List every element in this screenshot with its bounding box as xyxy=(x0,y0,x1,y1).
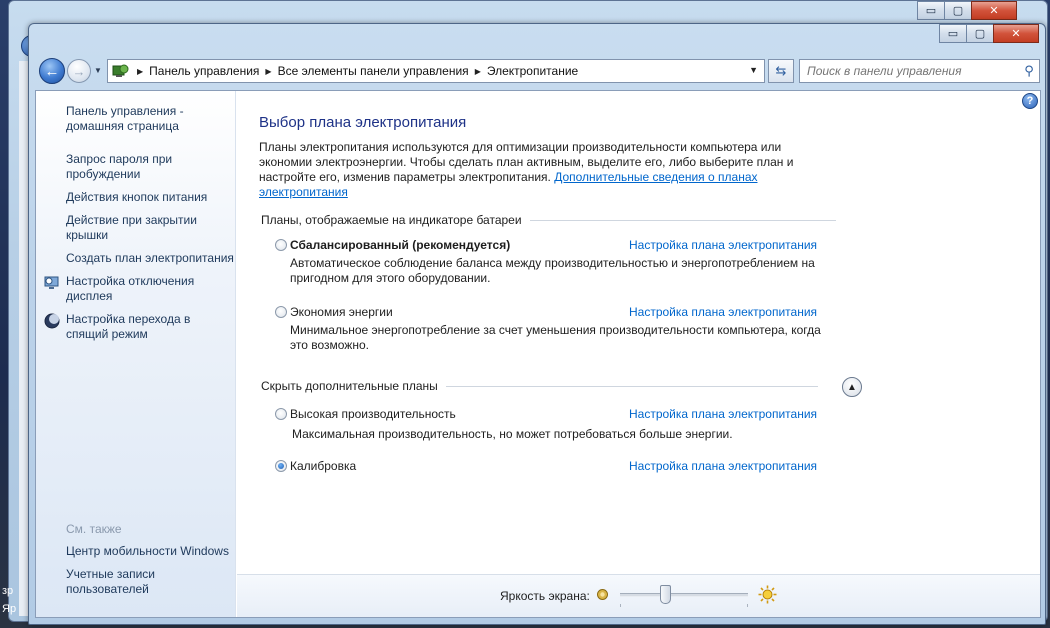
taskbar-text: зр xyxy=(2,585,14,597)
plan-balanced-description: Автоматическое соблюдение баланса между производительностью и энергопотреблением на пригодном для этого оборудовании. xyxy=(290,256,815,285)
close-button[interactable]: ✕ xyxy=(993,24,1039,43)
plan-balanced-settings-link[interactable]: Настройка плана электропитания xyxy=(629,238,818,252)
plan-balanced-name[interactable]: Сбалансированный (рекомендуется) xyxy=(290,238,511,252)
dim-sun-icon xyxy=(596,588,609,601)
history-dropdown-icon[interactable]: ▼ xyxy=(94,66,102,75)
sidebar-link-display-off[interactable]: Настройка отключения дисплея xyxy=(66,274,195,303)
section-hidden-plans xyxy=(261,379,818,393)
plan-high-performance-radio[interactable] xyxy=(275,408,287,420)
brightness-slider-ticks xyxy=(620,604,748,607)
intro-more-info-link[interactable]: Дополнительные сведения о планах электропитания xyxy=(259,170,758,199)
close-icon[interactable]: ✕ xyxy=(971,1,1017,20)
plan-high-performance-settings-link[interactable]: Настройка плана электропитания xyxy=(629,407,818,421)
content-area xyxy=(35,90,1041,618)
plan-balanced-radio[interactable] xyxy=(275,239,287,251)
section-battery-label: Планы, отображаемые на индикаторе батареи xyxy=(261,213,522,227)
sidebar-link-power-buttons[interactable]: Действия кнопок питания xyxy=(66,190,208,204)
page-title: Выбор плана электропитания xyxy=(259,114,467,131)
section-divider xyxy=(446,386,818,387)
breadcrumb-separator-icon: ▶ xyxy=(137,66,144,76)
section-hidden-label: Скрыть дополнительные планы xyxy=(261,379,438,393)
refresh-icon[interactable]: ⇆ xyxy=(768,59,794,83)
bright-sun-icon xyxy=(758,585,777,604)
help-icon[interactable]: ? xyxy=(1022,93,1038,109)
minimize-button[interactable]: ▭ xyxy=(939,24,967,43)
sidebar-link-password-on-wake[interactable]: Запрос пароля при пробуждении xyxy=(66,152,173,181)
sidebar-link-home[interactable]: Панель управления - домашняя страница xyxy=(66,104,184,133)
maximize-button[interactable]: ▢ xyxy=(966,24,994,43)
plan-power-saver-settings-link[interactable]: Настройка плана электропитания xyxy=(629,305,818,319)
breadcrumb-power-options[interactable]: Электропитание xyxy=(486,64,579,78)
control-panel-icon xyxy=(111,62,131,80)
address-dropdown-icon[interactable]: ▼ xyxy=(749,65,758,75)
section-battery-plans xyxy=(261,213,836,227)
background-window-controls xyxy=(918,1,1017,20)
search-box[interactable] xyxy=(799,59,1040,83)
sidebar-link-sleep[interactable]: Настройка перехода в спящий режим xyxy=(66,312,191,341)
forward-arrow-icon[interactable]: → xyxy=(67,59,91,83)
plan-power-saver-name[interactable]: Экономия энергии xyxy=(290,305,393,319)
sidebar xyxy=(36,91,236,617)
brightness-slider-thumb[interactable] xyxy=(660,585,671,604)
sidebar-link-user-accounts[interactable]: Учетные записи пользователей xyxy=(66,567,155,596)
plan-high-performance-name[interactable]: Высокая производительность xyxy=(290,407,456,421)
sidebar-link-create-plan[interactable]: Создать план электропитания xyxy=(66,251,234,265)
display-icon xyxy=(44,275,60,291)
collapse-chevron-icon[interactable]: ▲ xyxy=(842,377,862,397)
intro-text xyxy=(259,140,804,200)
back-arrow-icon[interactable]: ← xyxy=(39,58,65,84)
power-options-window xyxy=(28,23,1046,625)
breadcrumb-separator-icon: ▶ xyxy=(265,66,272,76)
sidebar-link-mobility-center[interactable]: Центр мобильности Windows xyxy=(66,544,229,558)
address-bar[interactable] xyxy=(107,59,765,83)
search-input[interactable] xyxy=(800,63,1019,79)
search-icon[interactable]: ⚲ xyxy=(1024,63,1034,78)
breadcrumb-separator-icon: ▶ xyxy=(474,66,481,76)
breadcrumb-all-items[interactable]: Все элементы панели управления xyxy=(277,64,469,78)
plan-calibration-name[interactable]: Калибровка xyxy=(290,459,357,473)
brightness-label: Яркость экрана: xyxy=(500,589,590,603)
see-also-heading: См. также xyxy=(66,522,122,536)
breadcrumb-control-panel[interactable]: Панель управления xyxy=(149,64,260,78)
brightness-footer xyxy=(237,574,1041,618)
moon-icon xyxy=(44,313,60,329)
brightness-slider-track[interactable] xyxy=(620,593,748,597)
navigation-bar xyxy=(37,56,1039,86)
plan-high-performance-description: Максимальная производительность, но может потребоваться больше энергии. xyxy=(292,427,733,441)
plan-calibration-settings-link[interactable]: Настройка плана электропитания xyxy=(629,459,818,473)
window-controls xyxy=(940,24,1039,43)
section-divider xyxy=(530,220,836,221)
intro-paragraph: Планы электропитания используются для оптимизации производительности компьютера или экономии электроэнергии. Чтобы сделать план активным, выделите его, либо выберите план и настройте его, изменив параметры электропитания. xyxy=(259,140,794,184)
sidebar-link-lid-close[interactable]: Действие при закрытии крышки xyxy=(66,213,197,242)
plan-power-saver-radio[interactable] xyxy=(275,306,287,318)
minimize-icon[interactable]: ▭ xyxy=(917,1,945,20)
maximize-icon[interactable]: ▢ xyxy=(944,1,972,20)
taskbar-text: Яр xyxy=(2,603,17,615)
plan-power-saver-description: Минимальное энергопотребление за счет уменьшения производительности компьютера, когда это возможно. xyxy=(290,323,821,352)
plan-calibration-radio[interactable] xyxy=(275,460,287,472)
